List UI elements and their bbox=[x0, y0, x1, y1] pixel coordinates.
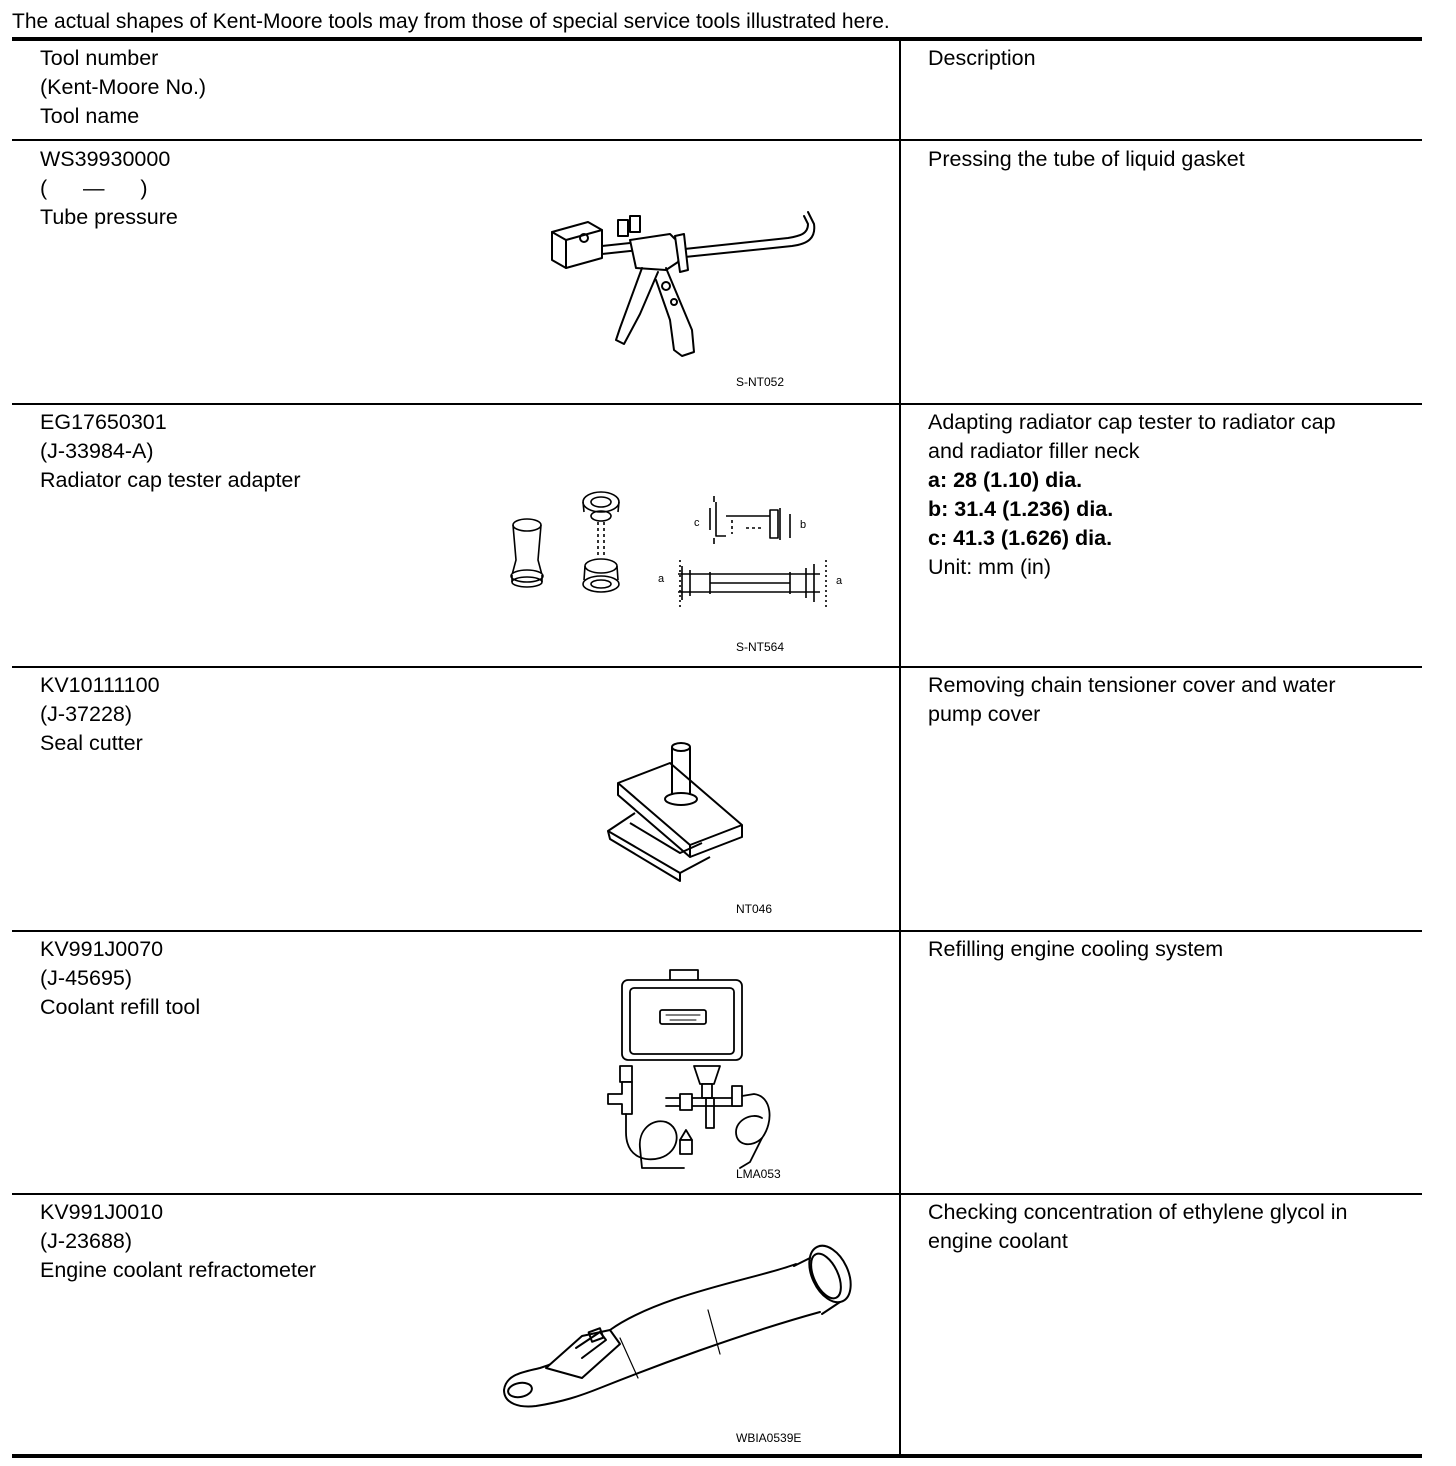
kent-moore-number: (J-23688) bbox=[40, 1229, 133, 1253]
description-line: and radiator filler neck bbox=[928, 439, 1140, 463]
description-cell bbox=[928, 145, 1245, 174]
row-divider bbox=[12, 930, 1422, 932]
radiator-cap-adapter-illustration bbox=[470, 480, 870, 655]
tool-name: Engine coolant refractometer bbox=[40, 1258, 317, 1282]
description-line: Checking concentration of ethylene glycol in bbox=[928, 1200, 1348, 1224]
row-divider bbox=[12, 1193, 1422, 1195]
tool-cell bbox=[40, 408, 301, 495]
header-kent-moore: (Kent-Moore No.) bbox=[40, 75, 207, 99]
kent-moore-number: (J-33984-A) bbox=[40, 439, 154, 463]
header-tool-cell bbox=[40, 44, 206, 131]
diagram-label-c: c bbox=[694, 517, 700, 529]
header-tool-name: Tool name bbox=[40, 104, 140, 128]
tool-number: KV991J0070 bbox=[40, 937, 164, 961]
illustration-code: WBIA0539E bbox=[736, 1431, 802, 1445]
diagram-label-b: b bbox=[800, 519, 807, 531]
tool-name: Coolant refill tool bbox=[40, 995, 201, 1019]
tool-number: KV10111100 bbox=[40, 673, 160, 697]
tool-cell bbox=[40, 1198, 316, 1285]
illustration-code: LMA053 bbox=[736, 1167, 781, 1181]
diagram-label-a-left: a bbox=[658, 573, 665, 585]
tool-number: KV991J0010 bbox=[40, 1200, 164, 1224]
row-divider bbox=[12, 403, 1422, 405]
seal-cutter-illustration bbox=[470, 735, 870, 920]
description-cell bbox=[928, 935, 1223, 964]
tool-name: Tube pressure bbox=[40, 205, 178, 229]
illustration-code: S-NT564 bbox=[736, 640, 785, 654]
header-tool-number: Tool number bbox=[40, 46, 159, 70]
illustration-code: S-NT052 bbox=[736, 375, 785, 389]
tool-name: Seal cutter bbox=[40, 731, 143, 755]
table-bottom-rule bbox=[12, 1454, 1422, 1458]
header-description: Description bbox=[928, 46, 1036, 70]
description-line: Refilling engine cooling system bbox=[928, 937, 1224, 961]
spec-line: b: 31.4 (1.236) dia. bbox=[928, 497, 1114, 521]
row-divider bbox=[12, 139, 1422, 141]
description-cell bbox=[928, 671, 1336, 729]
tool-cell bbox=[40, 145, 178, 232]
description-cell bbox=[928, 1198, 1348, 1256]
tool-number: WS39930000 bbox=[40, 147, 171, 171]
page-note: The actual shapes of Kent-Moore tools may from those of special service tools illustrated here. bbox=[12, 10, 890, 33]
description-line: Pressing the tube of liquid gasket bbox=[928, 147, 1245, 171]
tool-cell bbox=[40, 671, 160, 758]
table-top-rule bbox=[12, 37, 1422, 41]
column-divider bbox=[899, 39, 901, 1456]
description-line: Adapting radiator cap tester to radiator cap bbox=[928, 410, 1336, 434]
coolant-refill-illustration bbox=[470, 962, 870, 1184]
kent-moore-number: (J-45695) bbox=[40, 966, 133, 990]
tool-name: Radiator cap tester adapter bbox=[40, 468, 301, 492]
kent-moore-number: ( — ) bbox=[40, 176, 148, 200]
tool-number: EG17650301 bbox=[40, 410, 167, 434]
kent-moore-number: (J-37228) bbox=[40, 702, 133, 726]
description-cell bbox=[928, 408, 1336, 582]
diagram-label-a-right: a bbox=[836, 575, 843, 587]
refractometer-illustration bbox=[470, 1238, 870, 1448]
description-line: Removing chain tensioner cover and water bbox=[928, 673, 1336, 697]
description-line: pump cover bbox=[928, 702, 1041, 726]
illustration-code: NT046 bbox=[736, 902, 773, 916]
spec-line: a: 28 (1.10) dia. bbox=[928, 468, 1083, 492]
row-divider bbox=[12, 666, 1422, 668]
unit-line: Unit: mm (in) bbox=[928, 555, 1052, 579]
spec-line: c: 41.3 (1.626) dia. bbox=[928, 526, 1113, 550]
tube-pressure-illustration bbox=[470, 210, 870, 390]
tool-cell bbox=[40, 935, 200, 1022]
description-line: engine coolant bbox=[928, 1229, 1068, 1253]
